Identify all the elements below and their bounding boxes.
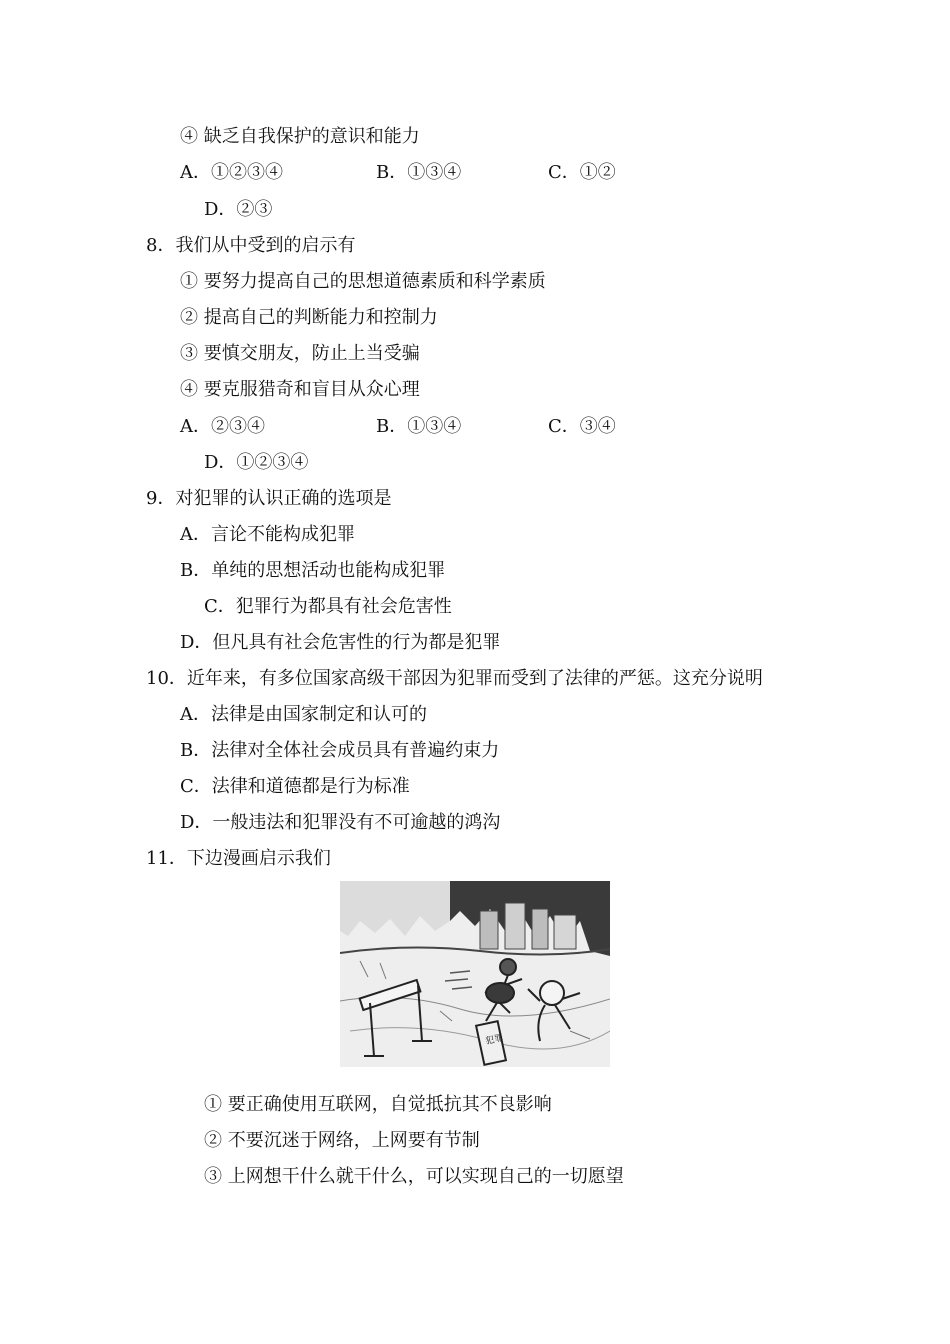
q10-choice-d: D．一般违法和犯罪没有不可逾越的鸿沟 [180, 812, 501, 833]
q7-choice-d: D．②③ [204, 199, 273, 220]
q9-choice-a: A．言论不能构成犯罪 [180, 524, 355, 545]
q8-choice-c: C．③④ [548, 416, 616, 437]
q9-choice-c: C．犯罪行为都具有社会危害性 [204, 596, 452, 617]
q11-stem: 11．下边漫画启示我们 [146, 848, 331, 869]
q8-option-4: ④ 要克服猎奇和盲目从众心理 [180, 379, 420, 400]
q7-choice-a: A．①②③④ [180, 162, 283, 183]
q10-stem: 10．近年来，有多位国家高级干部因为犯罪而受到了法律的严惩。这充分说明 [146, 668, 763, 689]
q9-choice-b: B．单纯的思想活动也能构成犯罪 [180, 560, 446, 581]
q8-choice-d: D．①②③④ [204, 452, 309, 473]
q8-option-2: ② 提高自己的判断能力和控制力 [180, 307, 438, 328]
q11-option-1: ① 要正确使用互联网，自觉抵抗其不良影响 [204, 1094, 552, 1115]
q10-choice-b: B．法律对全体社会成员具有普遍约束力 [180, 740, 500, 761]
q8-option-3: ③ 要慎交朋友，防止上当受骗 [180, 343, 420, 364]
q9-stem: 9．对犯罪的认识正确的选项是 [146, 488, 392, 509]
q10-choice-c: C．法律和道德都是行为标准 [180, 776, 410, 797]
q8-option-1: ① 要努力提高自己的思想道德素质和科学素质 [180, 271, 546, 292]
q8-stem: 8．我们从中受到的启示有 [146, 235, 356, 256]
cartoon-sign-label: 犯罪 [484, 1033, 505, 1047]
q8-choice-a: A．②③④ [180, 416, 265, 437]
q7-choice-b: B．①③④ [376, 162, 462, 183]
q8-choice-b: B．①③④ [376, 416, 462, 437]
q7-option-4: ④ 缺乏自我保护的意识和能力 [180, 126, 420, 147]
cartoon-image [340, 881, 610, 1067]
q9-choice-d: D．但凡具有社会危害性的行为都是犯罪 [180, 632, 501, 653]
q7-choice-c: C．①② [548, 162, 616, 183]
q11-option-2: ② 不要沉迷于网络，上网要有节制 [204, 1130, 480, 1151]
q10-choice-a: A．法律是由国家制定和认可的 [180, 704, 427, 725]
q11-option-3: ③ 上网想干什么就干什么，可以实现自己的一切愿望 [204, 1166, 624, 1187]
